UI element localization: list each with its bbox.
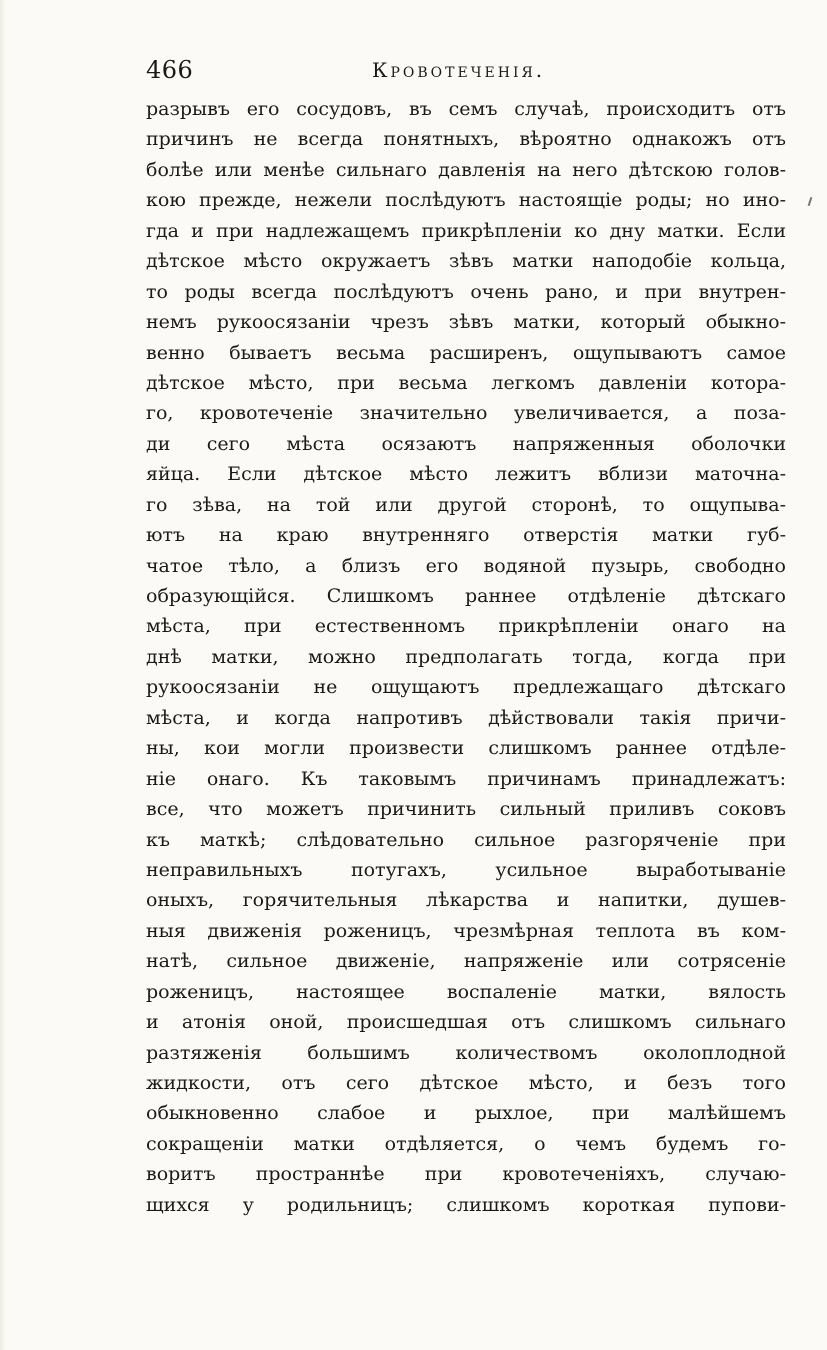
text-line: и атонія оной, происшедшая отъ слишкомъ сильнаго: [146, 1011, 786, 1034]
text-line: днѣ матки, можно предполагать тогда, когда при: [146, 645, 786, 668]
text-line: все, что можетъ причинить сильный приливъ соковъ: [146, 798, 786, 821]
text-line: венно бываетъ весьма расширенъ, ощупываютъ самое: [146, 341, 786, 364]
text-line: дѣтское мѣсто окружаетъ зѣвъ матки наподобіе кольца,: [146, 250, 786, 273]
text-line: образующійся. Слишкомъ раннее отдѣленіе дѣтскаго: [146, 585, 786, 607]
text-line: обыкновенно слабое и рыхлое, при малѣйшемъ: [146, 1102, 786, 1125]
text-line: ютъ на краю внутренняго отверстія матки губ-: [146, 524, 786, 547]
text-line: роженицъ, настоящее воспаленіе матки, вялость: [146, 980, 786, 1003]
text-line: жидкости, отъ сего дѣтское мѣсто, и безъ того: [146, 1072, 786, 1094]
text-line: то роды всегда послѣдуютъ очень рано, и при внутрен-: [146, 280, 786, 303]
text-line: разрывъ его сосудовъ, въ семъ случаѣ, происходитъ отъ: [146, 98, 786, 120]
text-line: ны, кои могли произвести слишкомъ раннее отдѣле-: [146, 737, 786, 760]
text-line: разтяженія большимъ количествомъ околоплодной: [146, 1041, 786, 1064]
text-line: ныя движенія роженицъ, чрезмѣрная теплота въ ком-: [146, 919, 786, 942]
text-line: къ маткѣ; слѣдовательно сильное разгоряченіе при: [146, 828, 786, 851]
text-line: ніе онаго. Къ таковымъ причинамъ принадлежатъ:: [146, 767, 786, 790]
text-line: сокращеніи матки отдѣляется, о чемъ будемъ го-: [146, 1132, 786, 1155]
text-line: немъ рукоосязаніи чрезъ зѣвъ матки, который обыкно-: [146, 311, 786, 334]
text-line: мѣста, и когда напротивъ дѣйствовали такія причи-: [146, 706, 786, 729]
text-line: гда и при надлежащемъ прикрѣпленіи ко дну матки. Если: [146, 219, 786, 242]
text-line: мѣста, при естественномъ прикрѣпленіи онаго на: [146, 615, 786, 638]
page-header: [146, 56, 786, 90]
text-line: кою прежде, нежели послѣдуютъ настоящіе роды; но ино-: [146, 189, 786, 212]
text-line: ди сего мѣста осязаютъ напряженныя оболочки: [146, 432, 786, 455]
text-line: щихся у родильницъ; слишкомъ короткая пупови-: [146, 1193, 786, 1216]
text-line: рукоосязаніи не ощущаютъ предлежащаго дѣтскаго: [146, 676, 786, 699]
body-text: [146, 94, 786, 1220]
text-line: го, кровотеченіе значительно увеличивается, а поза-: [146, 402, 786, 425]
running-title: Кровотеченія.: [372, 58, 546, 82]
page-number: 466: [146, 56, 194, 84]
text-line: причинъ не всегда понятныхъ, вѣроятно однакожъ отъ: [146, 128, 786, 151]
text-line: болѣе или менѣе сильнаго давленія на него дѣтскою голов-: [146, 158, 786, 181]
text-line: го зѣва, на той или другой сторонѣ, то ощупыва-: [146, 493, 786, 516]
text-line: оныхъ, горячительныя лѣкарства и напитки, душев-: [146, 889, 786, 912]
text-line: неправильныхъ потугахъ, усильное выработываніе: [146, 858, 786, 881]
scan-edge: [0, 0, 6, 1350]
text-line: воритъ пространнѣе при кровотеченіяхъ, случаю-: [146, 1163, 786, 1186]
margin-mark: [808, 197, 813, 206]
text-line: натѣ, сильное движеніе, напряженіе или сотрясеніе: [146, 950, 786, 973]
text-line: яйца. Если дѣтское мѣсто лежитъ вблизи маточна-: [146, 463, 786, 486]
text-line: чатое тѣло, а близъ его водяной пузырь, свободно: [146, 554, 786, 577]
text-line: дѣтское мѣсто, при весьма легкомъ давленіи котора-: [146, 371, 786, 394]
